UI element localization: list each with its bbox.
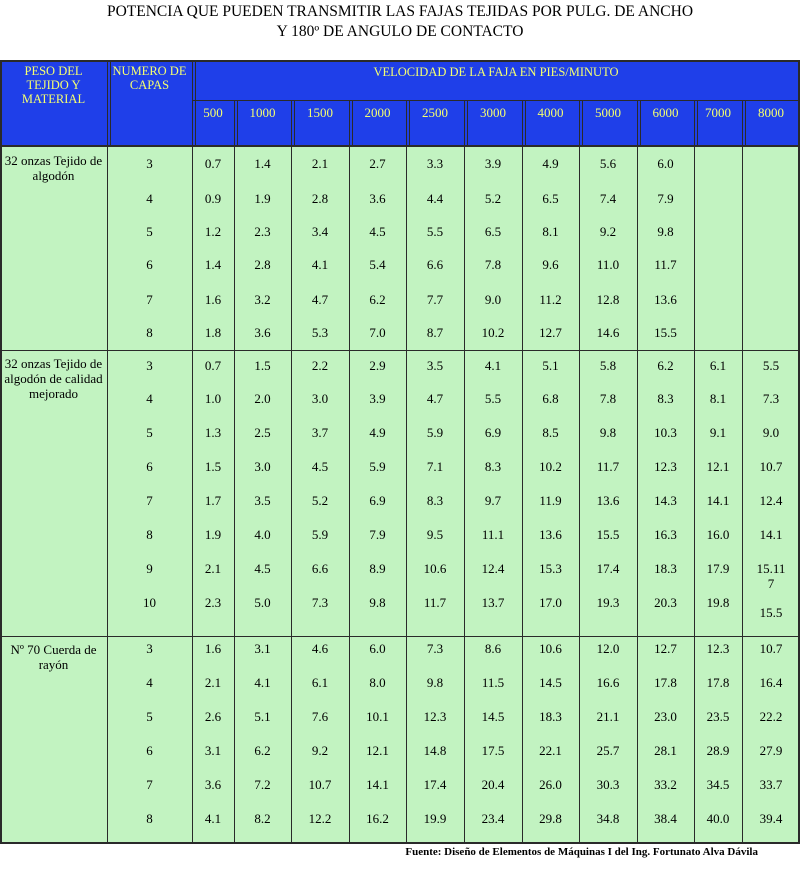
table-cell: 11.0	[596, 257, 620, 272]
table-cell: 1.3	[204, 425, 222, 440]
table-cell: 4.9	[369, 425, 386, 440]
table-cell: 27.9	[759, 743, 783, 758]
table-cell: 23.5	[706, 709, 730, 724]
table-cell: 13.6	[539, 527, 562, 542]
table-cell: 16.6	[596, 675, 620, 690]
table-cell: 39.4	[759, 811, 783, 826]
table-cell: 11.7	[423, 595, 447, 610]
table-cell: 10.6	[539, 641, 562, 656]
layer-count: 8	[146, 811, 153, 826]
table-cell: 7.8	[484, 257, 502, 272]
rule-column-double	[352, 100, 353, 147]
table-cell: 3.9	[484, 156, 502, 171]
table-cell: 4.1	[484, 358, 502, 373]
table-cell: 12.7	[539, 325, 562, 340]
rule-left	[0, 60, 2, 844]
table-cell: 5.0	[254, 595, 271, 610]
layer-count: 8	[146, 325, 153, 340]
table-cell: 4.7	[426, 391, 444, 406]
table-cell: 10.3	[654, 425, 677, 440]
table-cell: 11.1	[481, 527, 505, 542]
table-cell: 4.1	[311, 257, 329, 272]
table-cell: 5.5	[762, 358, 780, 373]
table-cell: 5.1	[254, 709, 271, 724]
table-cell: 8.1	[542, 224, 559, 239]
table-cell: 10.1	[366, 709, 389, 724]
layer-count: 6	[146, 743, 153, 758]
table-cell: 6.5	[484, 224, 502, 239]
header-speed: VELOCIDAD DE LA FAJA EN PIES/MINUTO	[373, 65, 619, 79]
table-cell: 15.5	[654, 325, 677, 340]
table-cell: 12.4	[481, 561, 505, 576]
rule-column	[107, 60, 108, 844]
table-cell: 5.5	[484, 391, 502, 406]
table-cell: 4.5	[254, 561, 271, 576]
table-cell: 6.5	[542, 191, 559, 206]
layer-count: 9	[146, 561, 153, 576]
table-cell: 3.9	[369, 391, 386, 406]
table-cell: 34.8	[596, 811, 620, 826]
table-cell: 10.6	[423, 561, 447, 576]
table-cell: 33.7	[759, 777, 783, 792]
rule-column-double	[237, 100, 238, 147]
table-cell: 11.7	[654, 257, 677, 272]
table-cell: 0.7	[204, 358, 222, 373]
table-cell: 1.9	[254, 191, 271, 206]
table-cell: 12.3	[654, 459, 677, 474]
table-cell: 9.7	[484, 493, 502, 508]
table-cell: 4.1	[254, 675, 271, 690]
table-cell: 3.2	[254, 292, 271, 307]
table-cell: 8.1	[709, 391, 727, 406]
table-cell: 20.3	[654, 595, 677, 610]
table-cell: 12.2	[308, 811, 332, 826]
rule-column-double	[110, 60, 111, 147]
table-cell: 1.9	[204, 527, 222, 542]
layer-count: 6	[146, 459, 153, 474]
table-cell: 22.1	[539, 743, 562, 758]
table-cell: 1.6	[204, 641, 222, 656]
table-cell: 10.2	[481, 325, 505, 340]
table-cell: 10.2	[539, 459, 562, 474]
table-cell: 9.0	[762, 425, 780, 440]
table-cell: 12.0	[596, 641, 620, 656]
table-cell: 1.2	[204, 224, 222, 239]
table-cell: 7.2	[254, 777, 271, 792]
table-cell: 4.9	[542, 156, 559, 171]
header-speed-value: 1000	[249, 105, 276, 120]
table-cell: 1.7	[204, 493, 222, 508]
table-cell: 13.6	[596, 493, 620, 508]
table-cell: 0.7	[204, 156, 222, 171]
table-cell: 5.9	[311, 527, 329, 542]
rule-group	[0, 350, 800, 351]
table-cell: 6.1	[311, 675, 329, 690]
table-cell: 8.0	[369, 675, 386, 690]
table-cell: 3.6	[254, 325, 271, 340]
table-cell: 6.9	[369, 493, 386, 508]
table-cell: 1.4	[204, 257, 222, 272]
table-cell: 1.8	[204, 325, 222, 340]
table-cell: 19.3	[596, 595, 620, 610]
table-cell: 7.4	[599, 191, 617, 206]
table-cell: 9.0	[484, 292, 502, 307]
header-speed-value: 2500	[422, 105, 448, 120]
table-title-line1: POTENCIA QUE PUEDEN TRANSMITIR LAS FAJAS TEJIDAS POR PULG. DE ANCHO	[106, 3, 694, 20]
rule-column-double	[582, 100, 583, 147]
table-cell: 2.8	[254, 257, 271, 272]
table-cell: 2.0	[254, 391, 271, 406]
table-cell: 9.8	[369, 595, 386, 610]
source-note: Fuente: Diseño de Elementos de Máquinas I del Ing. Fortunato Alva Dávila	[405, 846, 758, 858]
table-cell: 5.3	[311, 325, 329, 340]
table-cell: 7.8	[599, 391, 617, 406]
table-cell: 3.5	[426, 358, 444, 373]
table-cell: 2.6	[204, 709, 222, 724]
table-cell: 7.3	[311, 595, 329, 610]
table-cell: 6.1	[709, 358, 727, 373]
layer-count: 5	[146, 224, 153, 239]
table-cell: 15.5	[596, 527, 620, 542]
table-cell: 6.0	[369, 641, 386, 656]
layer-count: 7	[146, 777, 153, 792]
table-cell: 20.4	[481, 777, 505, 792]
table-cell: 4.0	[254, 527, 271, 542]
table-cell: 6.0	[657, 156, 674, 171]
table-cell: 17.0	[539, 595, 562, 610]
header-speed-value: 7000	[705, 105, 731, 120]
table-cell: 8.2	[254, 811, 271, 826]
table-cell: 5.8	[599, 358, 617, 373]
table-cell: 14.8	[423, 743, 447, 758]
power-table	[0, 60, 800, 844]
table-cell: 11.5	[481, 675, 505, 690]
table-cell: 40.0	[706, 811, 730, 826]
layer-count: 5	[146, 709, 153, 724]
layer-count: 4	[146, 391, 153, 406]
table-cell: 7.3	[762, 391, 780, 406]
table-cell: 26.0	[539, 777, 562, 792]
table-cell: 9.2	[599, 224, 617, 239]
table-cell: 9.6	[542, 257, 559, 272]
table-cell: 4.7	[311, 292, 329, 307]
rule-column-double	[525, 100, 526, 147]
table-cell: 3.6	[204, 777, 222, 792]
table-cell: 9.8	[599, 425, 617, 440]
table-cell: 2.1	[204, 561, 222, 576]
rule-group	[0, 636, 800, 637]
table-cell: 3.1	[254, 641, 271, 656]
table-cell: 12.7	[654, 641, 677, 656]
table-cell: 17.4	[423, 777, 447, 792]
rule-column-double	[195, 60, 196, 147]
header-speed-value: 8000	[758, 105, 784, 120]
table-cell: 3.3	[426, 156, 444, 171]
table-cell: 1.0	[204, 391, 222, 406]
table-cell: 30.3	[596, 777, 620, 792]
table-cell: 3.5	[254, 493, 271, 508]
table-cell: 5.5	[426, 224, 444, 239]
layer-count: 6	[146, 257, 153, 272]
header-material: PESO DEL TEJIDO Y MATERIAL	[21, 64, 86, 106]
table-cell: 25.7	[596, 743, 620, 758]
table-cell: 23.0	[654, 709, 677, 724]
table-cell: 9.8	[657, 224, 674, 239]
table-cell: 14.6	[596, 325, 620, 340]
table-cell: 17.9	[706, 561, 730, 576]
table-cell: 4.6	[311, 641, 329, 656]
rule-column-double	[467, 100, 468, 147]
table-cell: 11.9	[539, 493, 562, 508]
rule-column	[192, 60, 193, 844]
table-cell: 5.9	[426, 425, 444, 440]
table-cell: 9.8	[426, 675, 444, 690]
table-cell: 15.3	[539, 561, 562, 576]
table-cell: 18.3	[654, 561, 677, 576]
table-cell: 7.3	[426, 641, 444, 656]
table-cell: 8.6	[484, 641, 502, 656]
table-cell: 14.1	[366, 777, 389, 792]
table-cell: 2.3	[204, 595, 222, 610]
table-cell: 12.8	[596, 292, 620, 307]
table-cell: 16.4	[759, 675, 783, 690]
layer-count: 3	[146, 358, 153, 373]
table-cell: 9.5	[426, 527, 444, 542]
table-cell: 0.9	[204, 191, 222, 206]
table-cell: 19.8	[706, 595, 730, 610]
layer-count: 7	[146, 493, 153, 508]
layer-count: 4	[146, 191, 153, 206]
table-cell: 33.2	[654, 777, 677, 792]
table-cell: 2.5	[254, 425, 271, 440]
rule-column-double	[409, 100, 410, 147]
table-cell: 4.1	[204, 811, 222, 826]
table-cell: 7.1	[426, 459, 444, 474]
header-speed-value: 500	[203, 105, 223, 120]
layer-count: 4	[146, 675, 153, 690]
table-cell: 3.0	[254, 459, 271, 474]
table-cell: 9.2	[311, 743, 329, 758]
table-cell: 7.6	[311, 709, 329, 724]
table-cell: 29.8	[539, 811, 562, 826]
layer-count: 7	[146, 292, 153, 307]
table-cell: 6.9	[484, 425, 502, 440]
table-cell: 7.7	[426, 292, 444, 307]
rule-column-double	[745, 100, 746, 147]
table-cell: 13.7	[481, 595, 505, 610]
table-cell: 15.5	[759, 605, 783, 620]
header-speed-value: 5000	[595, 105, 621, 120]
table-cell: 12.3	[706, 641, 730, 656]
table-cell: 8.7	[426, 325, 444, 340]
material-label: 32 onzas Tejido de algodón	[4, 153, 103, 183]
table-cell: 5.6	[599, 156, 617, 171]
table-cell: 23.4	[481, 811, 505, 826]
rule-column-double	[294, 100, 295, 147]
table-cell: 2.1	[311, 156, 329, 171]
header-speed-value: 6000	[652, 105, 679, 120]
table-cell: 2.7	[369, 156, 386, 171]
table-cell: 3.0	[311, 391, 329, 406]
table-cell: 1.5	[254, 358, 271, 373]
rule-speed-label	[192, 100, 800, 101]
table-cell: 1.5	[204, 459, 222, 474]
table-cell: 8.9	[369, 561, 386, 576]
table-cell: 9.1	[709, 425, 727, 440]
header-speed-value: 2000	[364, 105, 391, 120]
table-cell: 17.5	[481, 743, 505, 758]
table-cell: 6.6	[311, 561, 329, 576]
rule-column-double	[640, 100, 641, 147]
table-cell: 4.5	[369, 224, 386, 239]
layer-count: 3	[146, 641, 153, 656]
table-cell: 2.2	[311, 358, 329, 373]
table-cell: 6.6	[426, 257, 444, 272]
table-cell: 6.2	[254, 743, 271, 758]
material-label: Nº 70 Cuerda de rayón	[10, 642, 97, 672]
table-cell: 6.2	[369, 292, 386, 307]
table-cell: 1.4	[254, 156, 271, 171]
table-cell: 28.9	[706, 743, 730, 758]
layer-count: 10	[143, 595, 156, 610]
table-cell: 7.0	[369, 325, 386, 340]
rule-column-double	[697, 100, 698, 147]
table-cell: 12.3	[423, 709, 447, 724]
material-label: 32 onzas Tejido de algodón de calidad mejorado	[4, 356, 103, 401]
table-cell: 17.8	[706, 675, 730, 690]
table-cell: 10.7	[759, 641, 783, 656]
table-cell: 5.1	[542, 358, 559, 373]
table-cell: 4.5	[311, 459, 329, 474]
table-cell: 3.6	[369, 191, 386, 206]
table-cell: 3.1	[204, 743, 222, 758]
rule-bottom	[0, 842, 800, 844]
layer-count: 3	[146, 156, 153, 171]
table-cell: 5.2	[484, 191, 502, 206]
table-cell: 28.1	[654, 743, 677, 758]
table-cell: 18.3	[539, 709, 562, 724]
table-cell: 34.5	[706, 777, 730, 792]
table-cell: 5.2	[311, 493, 329, 508]
table-cell: 4.4	[426, 191, 444, 206]
layer-count: 8	[146, 527, 153, 542]
table-cell: 2.8	[311, 191, 329, 206]
table-cell: 6.8	[542, 391, 559, 406]
table-cell: 1.6	[204, 292, 222, 307]
table-cell: 12.4	[759, 493, 783, 508]
table-cell: 11.2	[539, 292, 562, 307]
table-cell: 12.1	[706, 459, 730, 474]
table-cell: 2.1	[204, 675, 222, 690]
table-cell: 3.7	[311, 425, 329, 440]
table-cell: 2.3	[254, 224, 271, 239]
table-cell: 8.5	[542, 425, 559, 440]
table-title-line2: Y 180º DE ANGULO DE CONTACTO	[276, 23, 524, 40]
table-cell: 5.4	[369, 257, 386, 272]
table-cell: 21.1	[596, 709, 620, 724]
table-cell: 14.3	[654, 493, 677, 508]
rule-top	[0, 60, 800, 62]
table-cell: 16.0	[706, 527, 730, 542]
table-cell: 7.9	[657, 191, 674, 206]
table-cell: 6.2	[657, 358, 674, 373]
table-cell: 10.7	[308, 777, 332, 792]
table-cell: 38.4	[654, 811, 677, 826]
header-layers: NUMERO DE CAPAS	[112, 64, 187, 92]
table-cell: 2.9	[369, 358, 386, 373]
table-cell: 5.9	[369, 459, 386, 474]
table-cell: 7.9	[369, 527, 386, 542]
table-cell: 22.2	[759, 709, 783, 724]
table-cell: 10.7	[759, 459, 783, 474]
layer-count: 5	[146, 425, 153, 440]
table-cell: 12.1	[366, 743, 389, 758]
header-speed-value: 3000	[480, 105, 506, 120]
table-cell: 14.5	[481, 709, 505, 724]
table-cell: 15.11 7	[756, 561, 786, 591]
header-speed-value: 4000	[537, 105, 564, 120]
table-cell: 16.2	[366, 811, 389, 826]
table-cell: 14.5	[539, 675, 562, 690]
table-cell: 8.3	[484, 459, 502, 474]
table-cell: 17.8	[654, 675, 677, 690]
table-cell: 14.1	[759, 527, 783, 542]
header-speed-value: 1500	[307, 105, 333, 120]
table-cell: 17.4	[596, 561, 620, 576]
table-cell: 16.3	[654, 527, 677, 542]
rule-header-bottom	[0, 145, 800, 147]
table-cell: 13.6	[654, 292, 677, 307]
table-cell: 11.7	[596, 459, 620, 474]
table-cell: 8.3	[657, 391, 674, 406]
table-cell: 19.9	[423, 811, 447, 826]
table-cell: 3.4	[311, 224, 329, 239]
table-cell: 14.1	[706, 493, 730, 508]
table-cell: 8.3	[426, 493, 444, 508]
